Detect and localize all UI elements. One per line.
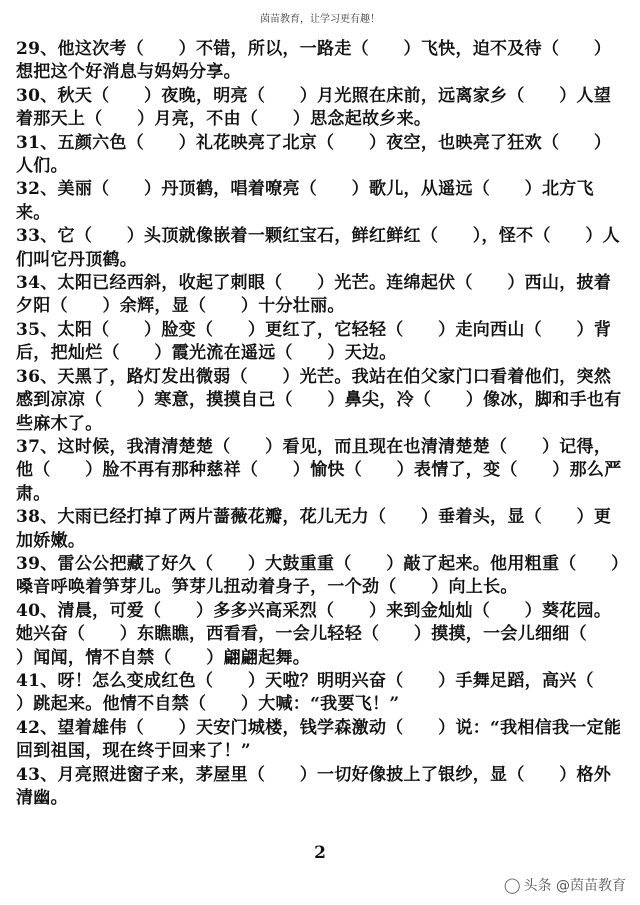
exercise-item: 35、太阳（ ）脸变（ ）更红了，它轻轻（ ）走向西山（ ）背后，把灿烂（ ）霞光流在遥远（ ）天边。 — [16, 319, 612, 364]
exercise-item: 34、太阳已经西斜，收起了刺眼（ ）光芒。连绵起伏（ ）西山，披着夕阳（ ）余辉，显（ ）十分壮丽。 — [16, 273, 612, 317]
exercise-item: 37、这时候，我清清楚楚（ ）看见，而且现在也清清楚楚（ ）记得，他（ ）脸不再有那种慈祥（ ）愉快（ ）表情了，变（ ）那么严肃。 — [16, 436, 622, 504]
watermark — [504, 875, 626, 895]
exercise-item: 38、大雨已经打掉了两片蔷薇花瓣，花儿无力（ ）垂着头，显（ ）更加娇嫩。 — [16, 507, 612, 551]
exercise-item: 42、望着雄伟（ ）天安门城楼，钱学森激动（ ）说：“我相信我一定能回到祖国，现在终于回来了！” — [16, 717, 622, 762]
exercise-item: 32、美丽（ ）丹顶鹤，唱着嘹亮（ ）歌儿，从遥远（ ）北方飞来。 — [16, 179, 594, 223]
exercise-item: 41、呀！怎么变成红色（ ）天啦？明明兴奋（ ）手舞足蹈，高兴（ ）跳起来。他情不自禁（ ）大喊：“我要飞！” — [16, 670, 629, 715]
exercise-item: 39、雷公公把藏了好久（ ）大鼓重重（ ）敲了起来。他用粗重（ ）嗓音呼唤着笋芽儿。笋芽儿扭动着身子，一个劲（ ）向上长。 — [16, 553, 620, 598]
exercise-item: 31、五颜六色（ ）礼花映亮了北京（ ）夜空，也映亮了狂欢（ ）人们。 — [16, 132, 612, 177]
watermark-text: 头条 @茵苗教育 — [523, 878, 626, 894]
exercise-item: 36、天黑了，路灯发出微弱（ ）光芒。我站在伯父家门口看着他们，突然感到凉凉（ ）寒意，摸摸自己（ ）鼻尖，冷（ ）像冰，脚和手也有些麻木了。 — [16, 366, 622, 434]
exercise-item: 29、他这次考（ ）不错，所以，一路走（ ）飞快，迫不及待（ ）想把这个好消息与妈妈分享。 — [16, 39, 612, 83]
exercise-item: 40、清晨，可爱（ ）多多兴高采烈（ ）来到金灿灿（ ）葵花园。她兴奋（ ）东瞧瞧，西看看，一会儿轻轻（ ）摸摸，一会儿细细（ ）闻闻，情不自禁（ ）翩翩起舞。 — [16, 600, 622, 668]
exercise-item: 33、它（ ）头顶就像嵌着一颗红宝石，鲜红鲜红（ ），怪不（ ）人们叫它丹顶鹤。 — [16, 226, 620, 270]
camera-icon: ◯ — [503, 876, 521, 894]
page-number: 2 — [314, 843, 326, 863]
exercise-list — [0, 38, 640, 810]
exercise-item: 43、月亮照进窗子来，茅屋里（ ）一切好像披上了银纱，显（ ）格外清幽。 — [16, 764, 612, 808]
page-header: 茵苗教育，让学习更有趣！ — [260, 14, 380, 25]
exercise-item: 30、秋天（ ）夜晚，明亮（ ）月光照在床前，远离家乡（ ）人望着那天上（ ）月亮，不由（ ）思念起故乡来。 — [16, 85, 612, 130]
